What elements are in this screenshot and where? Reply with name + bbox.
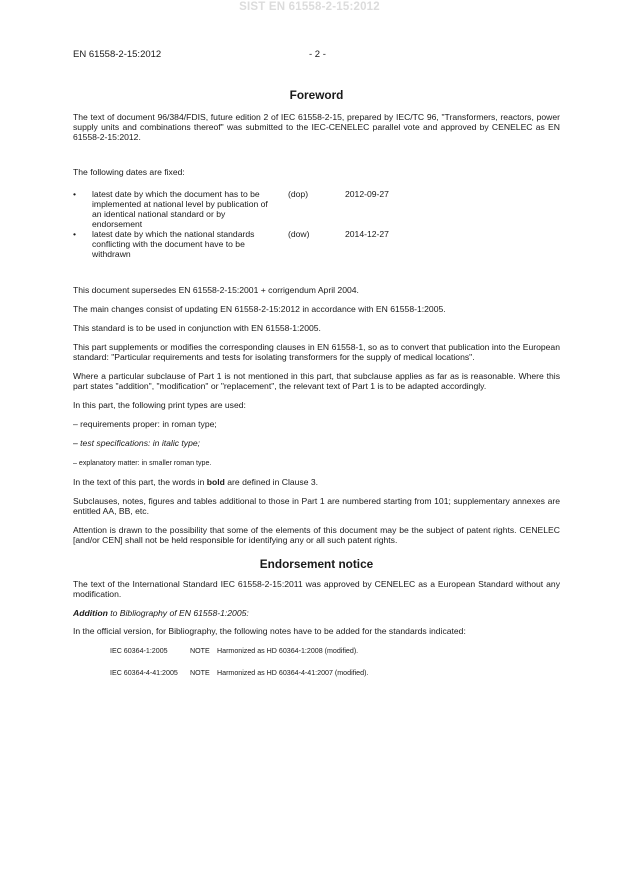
date-code: (dow) [288, 229, 310, 239]
bold-pre-text: In the text of this part, the words in [73, 477, 207, 487]
note-reference: IEC 60364-4-41:2005 [110, 669, 178, 677]
note-reference: IEC 60364-1:2005 [110, 647, 168, 655]
bibliography-note [73, 668, 560, 677]
print-type-italic: – test specifications: in italic type; [73, 438, 201, 448]
date-value: 2014-12-27 [345, 229, 389, 239]
supplements-paragraph: This part supplements or modifies the corresponding clauses in EN 61558-1, so as to convert that publication into the European standard: "Particular requirements and tests for isolating transformers for the supply of medical locations". [73, 342, 560, 362]
bullet: • [73, 229, 77, 239]
date-item-dop [73, 189, 560, 229]
note-label: NOTE [190, 647, 210, 655]
supersedes-paragraph: This document supersedes EN 61558-2-15:2001 + corrigendum April 2004. [73, 285, 359, 295]
bold-word: bold [206, 477, 225, 487]
addition-label: Addition [73, 608, 108, 618]
watermark: SIST EN 61558-2-15:2012 [239, 1, 380, 13]
date-value: 2012-09-27 [345, 189, 389, 199]
attention-paragraph: Attention is drawn to the possibility that some of the elements of this document may be the subject of patent rights. CENELEC [and/or CEN] shall not be held responsible for identifying any or all such patent rights. [73, 525, 560, 545]
date-description: latest date by which the national standards conflicting with the document have to be withdrawn [92, 229, 255, 259]
subclause-paragraph: Where a particular subclause of Part 1 is not mentioned in this part, that subclause applies as far as is reasonable. Where this part states "addition", "modification" or "replacement", the relevant text of Part 1 is to be adapted accordingly. [73, 371, 560, 391]
dates-list [73, 189, 560, 259]
date-code: (dop) [288, 189, 309, 199]
note-text: Harmonized as HD 60364-1:2008 (modified). [217, 647, 359, 655]
date-description: latest date by which the document has to be implemented at national level by publication of an identical national standard or by endorsement [92, 189, 268, 229]
bibliography-note [73, 646, 560, 655]
official-paragraph: In the official version, for Bibliography, the following notes have to be added for the standards indicated: [73, 626, 466, 636]
print-type-small: – explanatory matter: in smaller roman type. [73, 459, 212, 467]
numbering-paragraph: Subclauses, notes, figures and tables additional to those in Part 1 are numbered starting from 101; supplementary annexes are entitled AA, BB, etc. [73, 496, 560, 516]
endorsement-paragraph: The text of the International Standard IEC 61558-2-15:2011 was approved by CENELEC as a European Standard without any modification. [73, 579, 560, 599]
bullet: • [73, 189, 77, 199]
addition-paragraph [73, 608, 560, 618]
bold-definition-paragraph [73, 477, 560, 487]
foreword-intro: The text of document 96/384/FDIS, future edition 2 of IEC 61558-2-15, prepared by IEC/TC 96, "Transformers, reactors, power supply units and combinations thereof" was submitted to the IEC-CENELEC parallel vote and approved by CENELEC as EN 61558-2-15:2012. [73, 112, 560, 142]
endorsement-title: Endorsement notice [259, 557, 374, 571]
print-types-intro: In this part, the following print types are used: [73, 400, 246, 410]
page-content [73, 88, 560, 677]
header-doc-id: EN 61558-2-15:2012 [73, 49, 162, 60]
bold-post-text: are defined in Clause 3. [224, 477, 319, 487]
foreword-title: Foreword [289, 88, 344, 102]
note-label: NOTE [190, 669, 210, 677]
dates-intro: The following dates are fixed: [73, 167, 185, 177]
addition-text: to Bibliography of EN 61558-1:2005: [107, 608, 249, 618]
main-changes-paragraph: The main changes consist of updating EN 61558-2-15:2012 in accordance with EN 61558-1:2005. [73, 304, 446, 314]
note-text: Harmonized as HD 60364-4-41:2007 (modified). [217, 669, 369, 677]
print-type-roman: – requirements proper: in roman type; [73, 419, 217, 429]
header-page-number: - 2 - [309, 49, 326, 60]
conjunction-paragraph: This standard is to be used in conjunction with EN 61558-1:2005. [73, 323, 321, 333]
date-item-dow [73, 229, 560, 259]
